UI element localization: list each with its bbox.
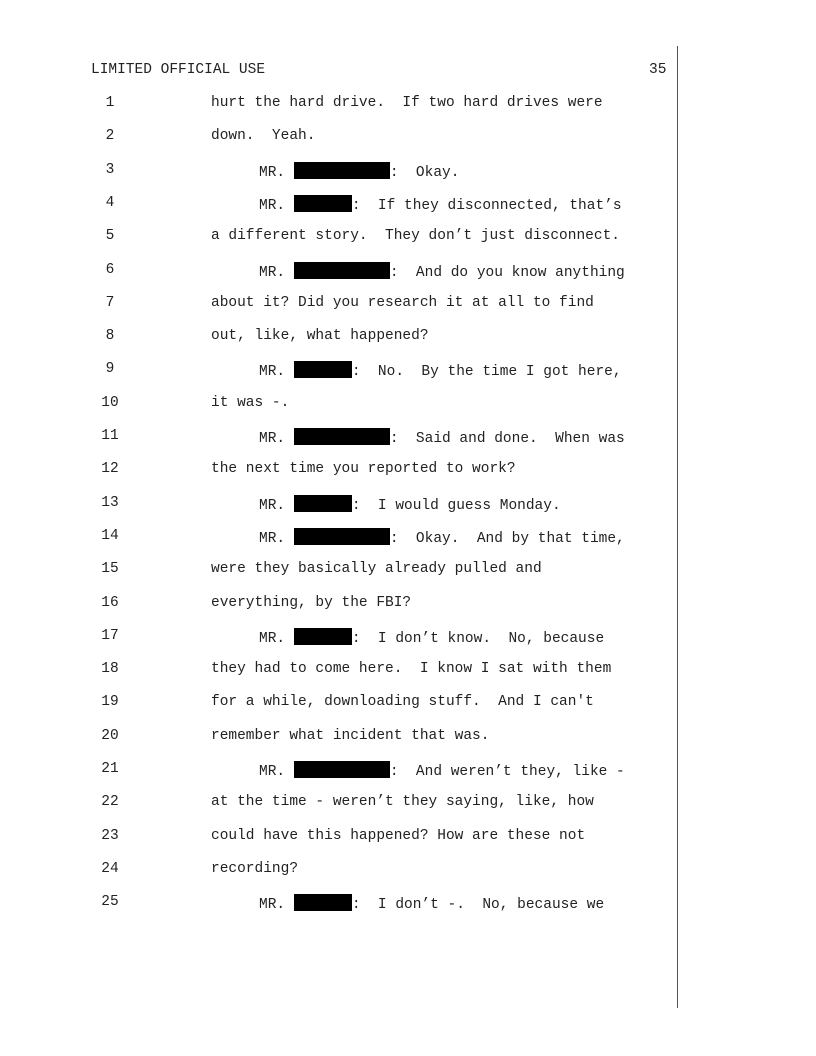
- speaker-line: [259, 528, 625, 547]
- line-text: for a while, downloading stuff. And I can't: [211, 694, 594, 711]
- redaction-box: [294, 894, 352, 911]
- redaction-box: [294, 495, 352, 512]
- line-text: the next time you reported to work?: [211, 461, 516, 478]
- speaker-line: [259, 495, 561, 514]
- line-text: everything, by the FBI?: [211, 594, 412, 611]
- transcript-line: [0, 794, 816, 814]
- transcript-line: [0, 262, 816, 282]
- speaker-text: : Okay. And by that time,: [389, 530, 625, 547]
- line-number: 10: [101, 394, 119, 411]
- line-text: a different story. They don’t just disconnect.: [211, 228, 620, 245]
- line-number: 2: [105, 128, 115, 145]
- line-text: out, like, what happened?: [211, 328, 429, 345]
- transcript-line: [0, 628, 816, 648]
- transcript-line: [0, 228, 816, 248]
- line-text: it was -.: [211, 394, 290, 411]
- speaker-text: : I would guess Monday.: [351, 497, 561, 514]
- line-text: could have this happened? How are these not: [211, 827, 586, 844]
- line-number: 7: [105, 294, 115, 311]
- line-number: 18: [101, 661, 119, 678]
- transcript-line: [0, 694, 816, 714]
- transcript-line: [0, 361, 816, 381]
- transcript-line: [0, 595, 816, 615]
- line-number: 20: [101, 727, 119, 744]
- line-number: 21: [101, 761, 119, 777]
- line-number: 23: [101, 827, 119, 844]
- transcript-line: [0, 728, 816, 748]
- redaction-box: [294, 361, 352, 378]
- speaker-title: MR.: [259, 764, 294, 780]
- line-number: 1: [105, 95, 115, 111]
- speaker-line: [259, 894, 604, 913]
- transcript-line: [0, 561, 816, 581]
- line-text: remember what incident that was.: [211, 727, 490, 744]
- transcript-line: [0, 195, 816, 215]
- transcript-line: [0, 661, 816, 681]
- speaker-text: : I don’t know. No, because: [351, 630, 605, 647]
- speaker-title: MR.: [259, 197, 294, 214]
- speaker-text: : I don’t -. No, because we: [351, 897, 605, 914]
- page-number: 35: [649, 62, 667, 78]
- line-text: were they basically already pulled and: [211, 561, 542, 578]
- redaction-box: [294, 628, 352, 645]
- line-number: 9: [105, 361, 115, 378]
- transcript-line: [0, 395, 816, 415]
- redaction-box: [294, 761, 390, 778]
- line-number: 14: [101, 527, 119, 544]
- line-number: 4: [105, 194, 115, 211]
- speaker-title: MR.: [259, 530, 294, 547]
- transcript-line: [0, 828, 816, 848]
- transcript-line: [0, 95, 816, 115]
- line-text: hurt the hard drive. If two hard drives were: [211, 95, 603, 111]
- speaker-title: MR.: [259, 497, 294, 514]
- speaker-line: [259, 428, 625, 447]
- redaction-box: [294, 262, 390, 279]
- speaker-line: [259, 162, 459, 181]
- line-number: 15: [101, 561, 119, 578]
- speaker-line: [259, 262, 625, 281]
- speaker-line: [259, 361, 622, 380]
- speaker-text: : Okay.: [389, 164, 460, 181]
- transcript-line: [0, 495, 816, 515]
- transcript-line: [0, 428, 816, 448]
- line-number: 25: [101, 894, 119, 911]
- transcript-line: [0, 861, 816, 881]
- speaker-line: [259, 195, 622, 214]
- speaker-title: MR.: [259, 364, 294, 381]
- line-number: 22: [101, 794, 119, 811]
- speaker-title: MR.: [259, 431, 294, 447]
- transcript-line: [0, 162, 816, 182]
- redaction-box: [294, 528, 390, 545]
- transcript-line: [0, 128, 816, 148]
- transcript-line: [0, 461, 816, 481]
- speaker-text: : And weren’t they, like -: [389, 764, 625, 780]
- line-number: 12: [101, 461, 119, 478]
- speaker-title: MR.: [259, 630, 294, 647]
- speaker-text: : And do you know anything: [389, 264, 625, 281]
- line-number: 8: [105, 328, 115, 345]
- line-number: 13: [101, 494, 119, 511]
- line-number: 24: [101, 860, 119, 877]
- speaker-line: [259, 628, 604, 647]
- header-classification: LIMITED OFFICIAL USE: [91, 62, 266, 78]
- line-number: 16: [101, 594, 119, 611]
- transcript-line: [0, 761, 816, 781]
- line-text: recording?: [211, 860, 299, 877]
- line-text: about it? Did you research it at all to find: [211, 294, 594, 311]
- transcript-line: [0, 328, 816, 348]
- redaction-box: [294, 428, 390, 445]
- speaker-text: : If they disconnected, that’s: [351, 197, 622, 214]
- speaker-title: MR.: [259, 897, 294, 914]
- speaker-text: : Said and done. When was: [389, 431, 625, 447]
- speaker-title: MR.: [259, 264, 294, 281]
- line-number: 11: [101, 428, 119, 444]
- redaction-box: [294, 195, 352, 212]
- line-text: they had to come here. I know I sat with them: [211, 661, 612, 678]
- redaction-box: [294, 162, 390, 179]
- line-number: 19: [101, 694, 119, 711]
- line-text: down. Yeah.: [211, 128, 316, 145]
- speaker-title: MR.: [259, 164, 294, 181]
- line-number: 5: [105, 228, 115, 245]
- line-number: 17: [101, 627, 119, 644]
- line-number: 6: [105, 261, 115, 278]
- line-text: at the time - weren’t they saying, like, how: [211, 794, 594, 811]
- transcript-line: [0, 894, 816, 914]
- transcript-line: [0, 528, 816, 548]
- speaker-line: [259, 761, 625, 780]
- line-number: 3: [105, 161, 115, 178]
- transcript-line: [0, 295, 816, 315]
- speaker-text: : No. By the time I got here,: [351, 364, 622, 381]
